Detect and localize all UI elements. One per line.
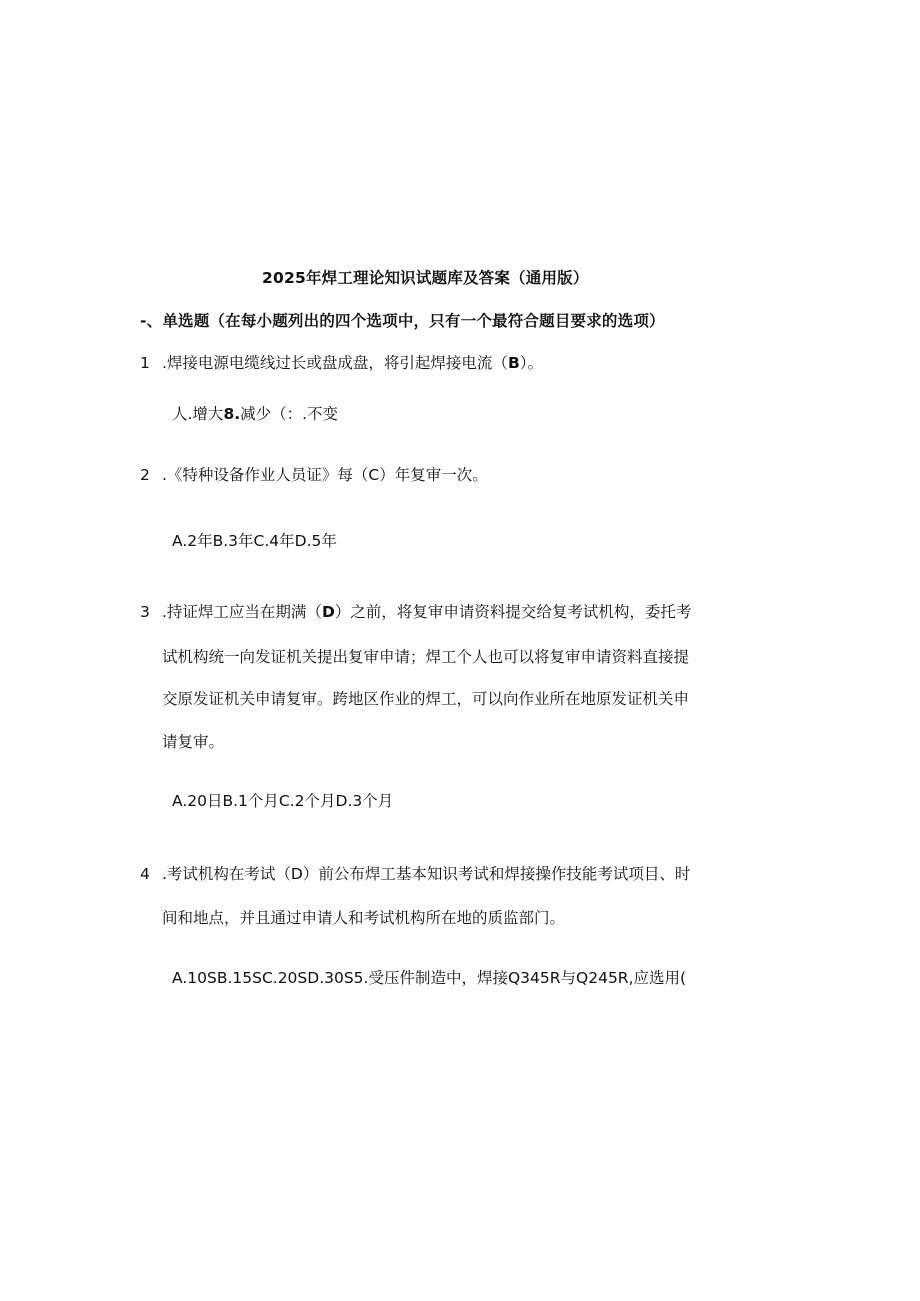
question-4-line-2: 间和地点，并且通过申请人和考试机构所在地的质监部门。	[162, 909, 566, 927]
question-2-text: .《特种设备作业人员证》每（C）年复审一次。	[162, 466, 488, 484]
question-3-line-1	[162, 602, 691, 622]
question-1-options	[172, 404, 338, 424]
question-4-options: A.10SB.15SC.20SD.30S5.受压件制造中，焊接Q345R与Q245R,应选用(	[172, 969, 687, 987]
question-3-options: A.20日B.1个月C.2个月D.3个月	[172, 792, 394, 810]
section-heading: -、单选题（在每小题列出的四个选项中，只有一个最符合题目要求的选项）	[140, 312, 665, 330]
question-1-option-c: 减少（：.不变	[240, 405, 339, 423]
question-4-line-1: .考试机构在考试（D）前公布焊工基本知识考试和焊接操作技能考试项目、时	[162, 865, 691, 883]
question-3-line-2: 试机构统一向发证机关提出复审申请；焊工个人也可以将复审申请资料直接提	[162, 648, 690, 666]
question-1-text-post: ）。	[519, 354, 544, 372]
question-3-line-4: 请复审。	[162, 733, 225, 751]
document-title: 2025年焊工理论知识试题库及答案（通用版）	[262, 269, 589, 287]
question-1-text	[162, 353, 543, 373]
question-1-answer: B	[507, 354, 520, 372]
question-4-number: 4	[140, 865, 150, 883]
question-2-options: A.2年B.3年C.4年D.5年	[172, 532, 337, 550]
question-3-line-1-pre: .持证焊工应当在期满（	[162, 603, 322, 621]
question-1-text-pre: .焊接电源电缆线过长或盘成盘，将引起焊接电流（	[162, 354, 508, 372]
question-3-line-1-post: ）之前，将复审申请资料提交给复考试机构，委托考	[334, 603, 692, 621]
question-3-answer: D	[321, 603, 335, 621]
question-3-line-3: 交原发证机关申请复审。跨地区作业的焊工，可以向作业所在地原发证机关申	[162, 690, 690, 708]
question-1-option-a: 人.增大	[172, 405, 224, 423]
question-1-option-b: 8.	[223, 405, 241, 423]
question-3-number: 3	[140, 603, 150, 621]
question-1-number: 1	[140, 354, 150, 372]
question-2-number: 2	[140, 466, 150, 484]
